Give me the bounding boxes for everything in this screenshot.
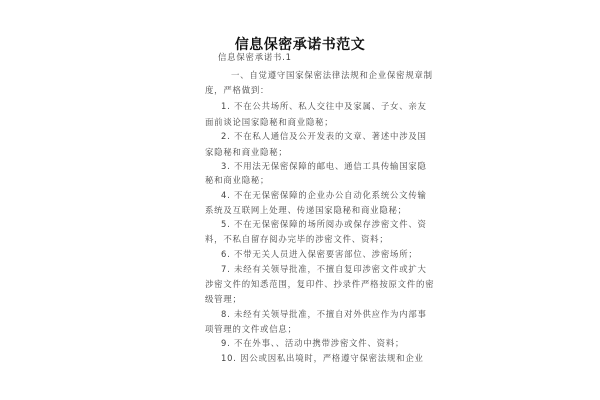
document-line: 度，严格做到： — [205, 85, 270, 95]
document-line: 面前谈论国家隐秘和商业隐秘； — [205, 117, 334, 127]
document-line: 2. 不在私人通信及公开发表的文章、著述中涉及国 — [221, 131, 427, 141]
document-line: 级管理； — [205, 294, 242, 304]
document-line: 家隐秘和商业隐秘； — [205, 147, 288, 157]
document-line: 秘和商业隐秘； — [205, 175, 270, 185]
document-line: 9. 不在外事、、活动中携带涉密文件、资料； — [221, 338, 405, 348]
document-line: 7. 未经有关领导批准，不擅自复印涉密文件或扩大 — [221, 264, 427, 274]
document-line: 信息保密承诺书.1 — [218, 52, 292, 62]
document-line: 系统及互联网上处理、传递国家隐秘和商业隐秘； — [205, 205, 407, 215]
document-title: 信息保密承诺书范文 — [234, 37, 366, 53]
document-line: 6. 不带无关人员进入保密要害部位、涉密场所； — [221, 249, 418, 259]
document-line: 料，不私自留存阅办完毕的涉密文件、资料； — [205, 234, 389, 244]
document-line: 一、自觉遵守国家保密法律法规和企业保密规章制 — [231, 70, 433, 80]
document-line: 4. 不在无保密保障的企业办公自动化系统公文传输 — [221, 190, 427, 200]
document-line: 5. 不在无保密保障的场所阅办或保存涉密文件、资 — [221, 219, 427, 229]
document-line: 1. 不在公共场所、私人交往中及家属、子女、亲友 — [221, 101, 427, 111]
document-line: 8. 未经有关领导批准，不擅自对外供应作为内部事 — [221, 309, 427, 319]
document-line: 项管理的文件或信息； — [205, 324, 297, 334]
document-line: 3. 不用法无保密保障的邮电、通信工具传输国家隐 — [221, 161, 427, 171]
document-line: 涉密文件的知悉范围，复印件、抄录件严格按原文件的密 — [205, 279, 435, 289]
document-line: 10. 因公或因私出境时，严格遵守保密法规和企业 — [221, 353, 424, 363]
